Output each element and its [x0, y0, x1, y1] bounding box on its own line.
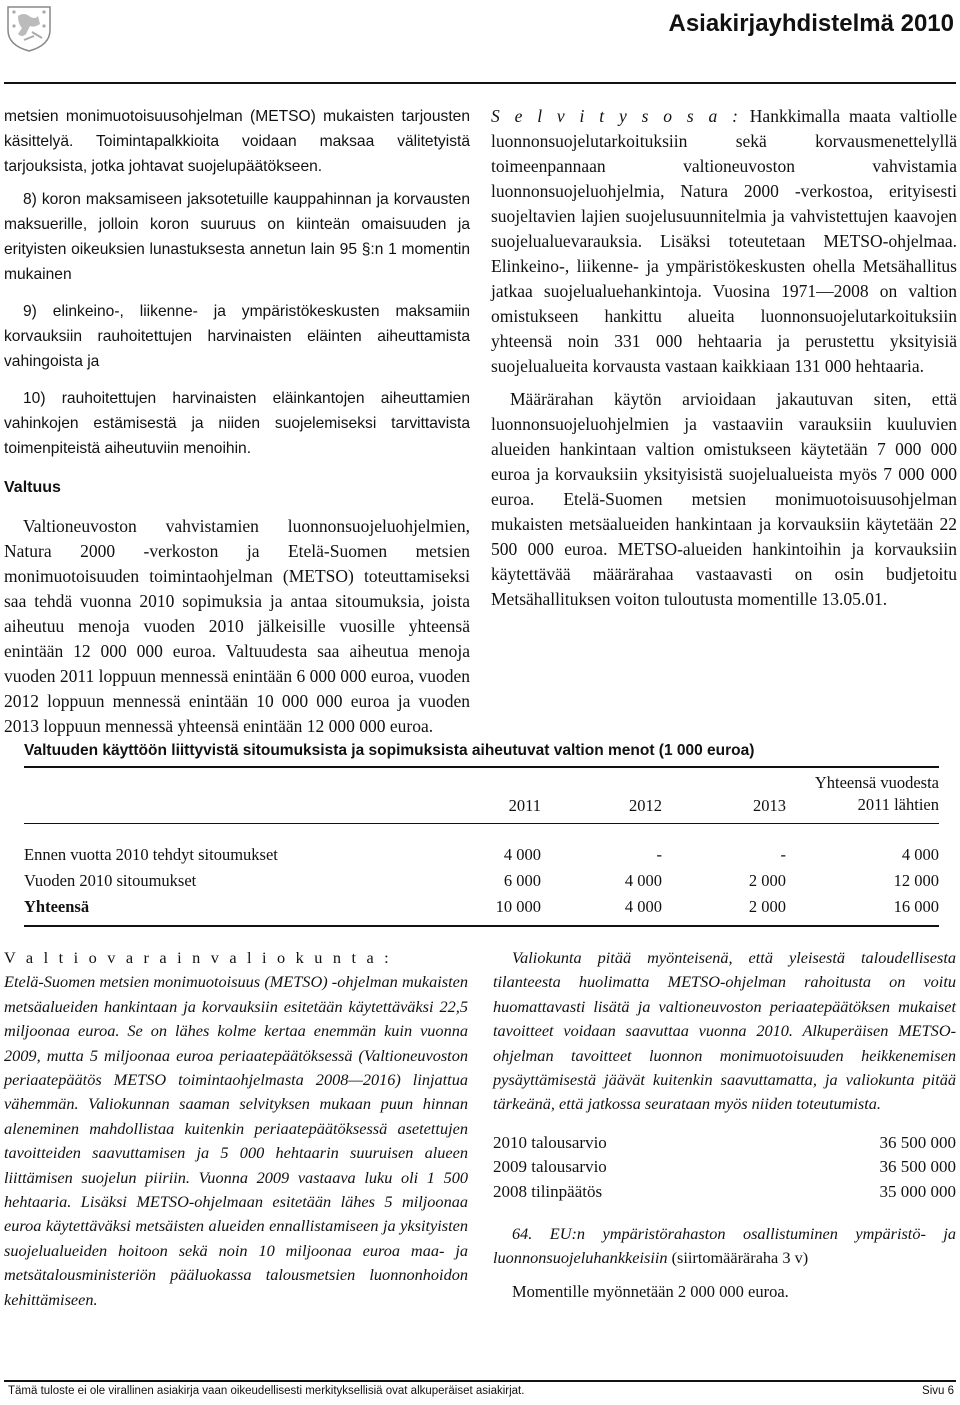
committee-statement-continued	[493, 946, 956, 1304]
section-64-appropriation: Momentille myönnetään 2 000 000 euroa.	[512, 1281, 789, 1301]
column-header-2011: 2011	[508, 796, 541, 815]
table-header-rule	[24, 823, 939, 824]
cell-2012: -	[656, 845, 662, 864]
cell-2011: 4 000	[503, 845, 541, 864]
column-header-2013: 2013	[753, 796, 786, 815]
cell-2013: 2 000	[748, 897, 786, 916]
table-row-total	[24, 897, 939, 923]
section-64-heading	[493, 1222, 956, 1270]
cell-total: 16 000	[893, 897, 939, 916]
table-row	[24, 845, 939, 871]
budget-value: 35 000 000	[879, 1182, 956, 1202]
selvitysosa-text: Hankkimalla maata valtiolle luonnonsuojelutarkoituksiin sekä korvausmenettelyllä toimeenpannaan valtioneuvoston vahvistamia luonnonsuojeluohjelmia, Natura 2000 -verkostoa, erityisesti suojeltavien lajien suojelusuunnitelmia ja vahvistettujen kaavojen suojelualuevarauksia. Lisäksi toteutetaan METSO-ohjelmaa. Elinkeino-, liikenne- ja ympäristökeskusten ohella Metsähallitus jatkaa suojelualuehankintoja. Vuosina 1971—2008 on valtion omistukseen hankittu alueita luonnonsuojelutarkoituksiin yhteensä noin 331 000 hehtaaria ja perustettu yksityisiä suojelualueita korvausta vastaan kaikkiaan 131 000 hehtaaria.	[491, 106, 957, 376]
cell-2012: 4 000	[624, 871, 662, 890]
paragraph-item-9: 9) elinkeino-, liikenne- ja ympäristökeskusten maksamiin korvauksiin rauhoitettujen harvinaisten eläinten aiheuttamista vahingoista ja	[4, 303, 470, 370]
paragraph-appropriation-usage: Määrärahan käytön arvioidaan jakautuvan siten, että luonnonsuojeluohjelmien ja vastaaviin varauksiin kuuluvien alueiden hankintaan valtion omistukseen käytetään 7 000 000 euroa ja korvauksiin yksityisistä suojelualueista myös 7 000 000 euroa. Etelä-Suomen metsien monimuotoisuusohjelman mukaisten metsäalueiden hankintaan ja korvauksiin käytetään 22 500 000 euroa. METSO-alueiden hankintoihin ja korvauksiin käytettävää määrärahaa vastaavasti on osin budjetoitu Metsähallituksen voiton tuloutusta momentille 13.05.01.	[491, 389, 957, 609]
budget-label: 2008 tilinpäätös	[493, 1182, 603, 1202]
right-column	[491, 104, 957, 612]
document-title: Asiakirjayhdistelmä 2010	[668, 10, 954, 37]
section-64-suffix: (siirtomääräraha 3 v)	[667, 1247, 809, 1267]
table-top-rule	[24, 766, 939, 768]
budget-label: 2009 talousarvio	[493, 1157, 607, 1177]
budget-row	[493, 1155, 956, 1180]
table-title: Valtuuden käyttöön liittyvistä sitoumuksista ja sopimuksista aiheutuvat valtion menot (1 000 euroa)	[24, 742, 755, 759]
cell-2013: -	[780, 845, 786, 864]
cell-2011: 10 000	[495, 897, 541, 916]
header-divider	[4, 82, 956, 84]
budget-list	[493, 1131, 956, 1205]
left-column	[4, 104, 470, 739]
cell-2011: 6 000	[503, 871, 541, 890]
committee-view-text: Valiokunta pitää myönteisenä, että yleisestä taloudellisesta tilanteesta huolimatta METSO-ohjelman rahoitusta on voitu huomattavasti lisätä ja valtioneuvoston periaatepäätöksen mukaiset tavoitteet voidaan saavuttaa vuonna 2010. Alkuperäisen METSO-ohjelman tavoitteet luonnon monimuotoisuuden heikkenemisen pysäyttämisestä jäävät kuitenkin saavuttamatta, ja valiokunta pitää tärkeänä, että jatkossa seurataan myös niiden toteutumista.	[493, 948, 956, 1114]
budget-value: 36 500 000	[879, 1132, 956, 1152]
table-bottom-rule	[24, 925, 939, 927]
column-header-total-line2: 2011 lähtien	[857, 795, 939, 814]
paragraph-selvitysosa	[491, 104, 957, 379]
budget-label: 2010 talousarvio	[493, 1132, 607, 1152]
cell-2012: 4 000	[624, 897, 662, 916]
column-header-total-line1: Yhteensä vuodesta	[814, 773, 939, 792]
column-header-total	[815, 772, 939, 816]
budget-row	[493, 1180, 956, 1205]
page-number: Sivu 6	[922, 1385, 954, 1397]
budget-value: 36 500 000	[879, 1157, 956, 1177]
footer-disclaimer: Tämä tuloste ei ole virallinen asiakirja vaan oikeudellisesti merkityksellisiä ovat alkuperäiset asiakirjat.	[8, 1385, 525, 1397]
row-label: Vuoden 2010 sitoumukset	[24, 871, 197, 890]
heading-valtuus: Valtuus	[4, 479, 61, 496]
cell-total: 12 000	[893, 871, 939, 890]
table-row	[24, 871, 939, 897]
row-label: Yhteensä	[24, 897, 90, 916]
section-64-title: 64. EU:n ympäristörahaston osallistuminen ympäristö- ja luonnonsuojeluhankkeisiin	[493, 1223, 956, 1267]
footer-divider	[4, 1380, 956, 1382]
paragraph-valtuus: Valtioneuvoston vahvistamien luonnonsuojeluohjelmien, Natura 2000 -verkoston ja Etelä-Suomen metsien monimuotoisuuden toimintaohjelman (METSO) toteuttamiseksi saa tehdä vuonna 2010 sopimuksia ja antaa sitoumuksia, joista aiheutuu menoja vuoden 2010 jälkeisille vuosille yhteensä enintään 12 000 000 euroa. Valtuudesta saa aiheutua menoja vuoden 2011 loppuun mennessä enintään 6 000 000 euroa, vuoden 2012 loppuun mennessä enintään 10 000 000 euroa ja vuoden 2013 loppuun mennessä yhteensä enintään 12 000 000 euroa.	[4, 516, 470, 736]
column-header-2012: 2012	[629, 796, 662, 815]
finnish-coat-of-arms-logo	[4, 4, 54, 52]
selvitysosa-label: S e l v i t y s o s a :	[491, 106, 741, 126]
cell-total: 4 000	[901, 845, 939, 864]
paragraph-item-10: 10) rauhoitettujen harvinaisten eläinkantojen aiheuttamien vahinkojen estämisestä ja niiden suojelemiseksi tarvittavista toimenpiteistä aiheutuviin menoihin.	[4, 390, 470, 457]
table-body	[24, 845, 939, 923]
committee-text: Etelä-Suomen metsien monimuotoisuus (METSO) -ohjelman mukaisten metsäalueiden hankintaan ja korvauksiin esitetään käytettäväksi 22,5 miljoonaa euroa. Se on lähes kolme kertaa enemmän kuin vuonna 2009, mutta 5 miljoonaa euroa periaatepäätöksessä (Valtioneuvoston periaatepäätös METSO toimintaohjelmasta 2008—2016) linjattua vähemmän. Valiokunnan saaman selvityksen mukaan puun hinnan aleneminen mahdollistaa kuitenkin periaatepäätöksessä asetettujen tavoitteiden saavuttamisen ja 5 000 hehtaarin suuruisen alueen liittämisen suojelun piiriin. Vuonna 2009 vastaava luku oli 1 500 hehtaaria. Lisäksi METSO-ohjelmaan esitetään lähes 5 miljoonaa euroa käytettäväksi metsäisten alueiden ennallistamiseen ja yksityisten suojelualueiden hoitoon sekä noin 10 miljoonaa euroa maa- ja metsätalousministeriön pääluokassa talousmetsien luonnonhoidon kehittämiseen.	[4, 972, 468, 1309]
paragraph-metso-offers: metsien monimuotoisuusohjelman (METSO) mukaisten tarjousten käsittelyä. Toimintapalkkioita voidaan maksaa välitetyistä tarjouksista, jotka johtavat suojelupäätökseen.	[4, 108, 470, 175]
table-header	[24, 770, 939, 820]
cell-2013: 2 000	[748, 871, 786, 890]
paragraph-item-8: 8) koron maksamiseen jaksotetuille kauppahinnan ja korvausten maksuerille, jolloin koron suuruus on kiinteän omaisuuden ja erityisten oikeuksien lunastuksesta annetun lain 95 §:n 1 momentin mukainen	[4, 191, 470, 283]
committee-label: V a l t i o v a r a i n v a l i o k u n t a :	[4, 948, 392, 967]
committee-statement	[4, 946, 468, 1312]
row-label: Ennen vuotta 2010 tehdyt sitoumukset	[24, 845, 278, 864]
budget-row	[493, 1131, 956, 1156]
